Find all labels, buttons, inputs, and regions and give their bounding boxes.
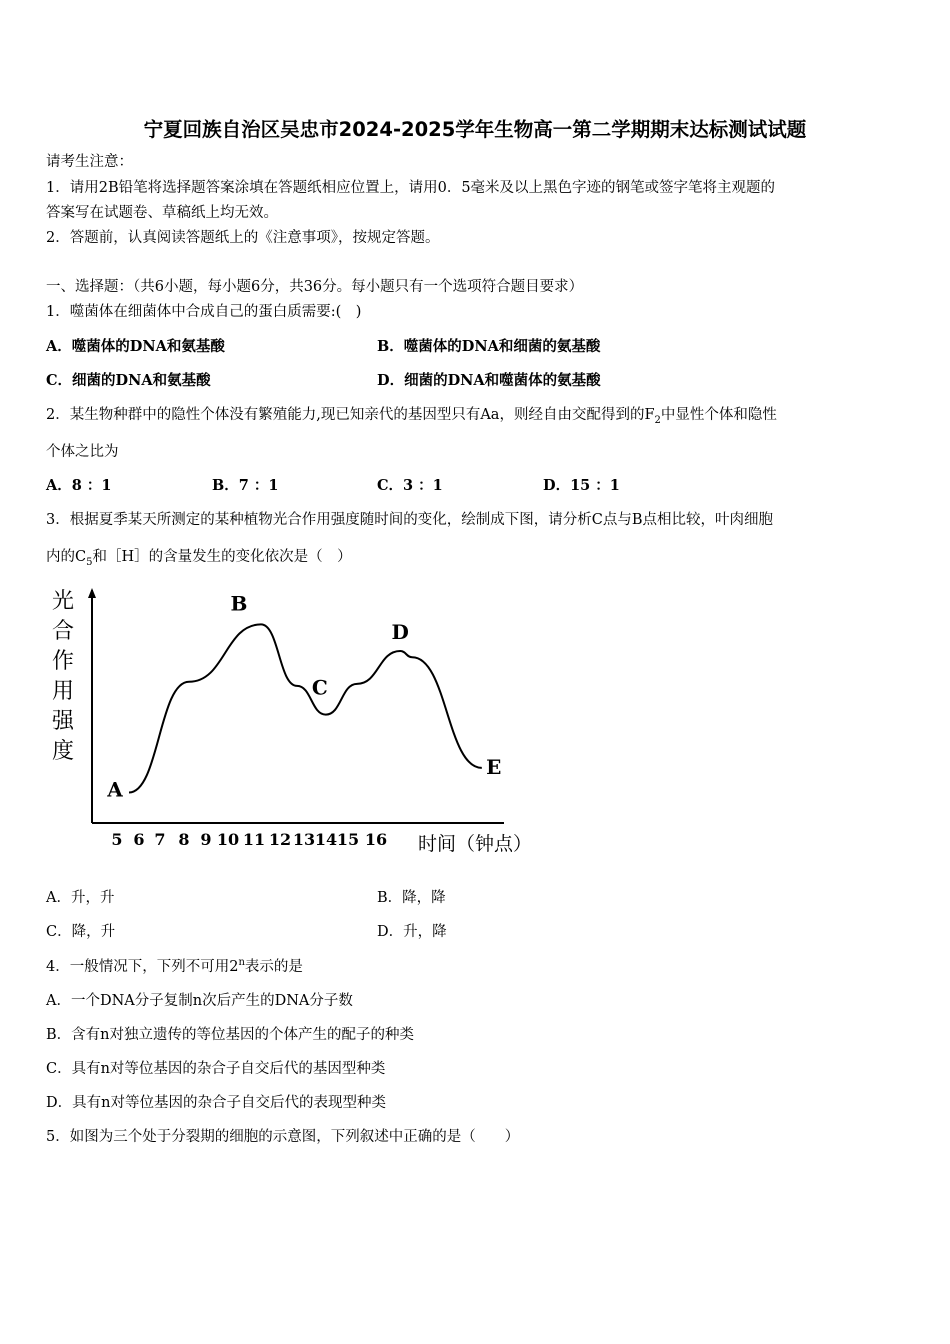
chart-x-tick-label: 12 [268,830,292,849]
chart-x-tick-label: 15 [336,830,360,849]
chart-x-tick-label: 14 [314,830,338,849]
q4-option-d: D．具有n对等位基因的杂合子自交后代的表现型种类 [46,1095,386,1111]
chart-point-label-d: D [391,620,409,645]
chart-ylabel-1: 光 [52,589,75,614]
q4-option-b: B．含有n对独立遗传的等位基因的个体产生的配子的种类 [46,1027,414,1043]
chart-x-tick-label: 8 [178,830,190,849]
chart-x-tick-label: 11 [242,830,266,849]
q2-option-b: B．7 ：1 [212,477,279,494]
q3-option-a: A．升，升 [46,890,115,906]
q4-stem [46,957,303,977]
chart-x-tick-label: 7 [154,830,166,849]
notice-heading: 请考生注意： [46,154,133,170]
page-title: 宁夏回族自治区吴忠市2024-2025学年生物高一第二学期期末达标测试试题 [143,118,807,141]
chart-point-label-c: C [311,675,328,700]
chart-y-axis-arrow [88,588,96,598]
chart-xlabel: 时间（钟点） [418,833,533,855]
q2-option-d: D．15 ：1 [543,477,620,494]
notice-line-1: 1．请用2B铅笔将选择题答案涂填在答题纸相应位置上，请用0．5毫米及以上黑色字迹的钢笔或签字笔将主观题的 [46,180,776,196]
q3-stem-line-2 [46,547,352,567]
q2-stem-line-2: 个体之比为 [46,444,119,460]
chart-x-tick-label: 16 [364,830,388,849]
chart-ylabel-6: 度 [52,739,75,764]
q4-stem-tail: 表示的是 [244,959,303,975]
chart-x-tick-label: 5 [111,830,123,849]
q3-stem-text: 内的C [46,549,87,565]
q3-option-c: C．降，升 [46,924,116,940]
q1-option-d: D．细菌的DNA和噬菌体的氨基酸 [377,372,601,389]
chart-x-ticks [111,830,387,849]
q3-subscript: 5 [86,556,93,568]
chart-x-tick-label: 10 [216,830,240,849]
q1-option-b: B．噬菌体的DNA和细菌的氨基酸 [377,338,601,355]
chart-ylabel-5: 强 [52,709,75,734]
q3-stem-line-1: 3．根据夏季某天所测定的某种植物光合作用强度随时间的变化，绘制成下图，请分析C点与B点相比较，叶肉细胞 [46,512,773,528]
chart-ylabel-4: 用 [52,679,75,704]
q2-stem-line-1 [46,405,777,425]
q1-option-a: A．噬菌体的DNA和氨基酸 [46,338,225,355]
q5-stem: 5．如图为三个处于分裂期的细胞的示意图，下列叙述中正确的是（ ） [46,1129,520,1145]
chart-series-line [129,624,482,792]
q3-option-d: D．升，降 [377,924,447,940]
chart-x-tick-label: 13 [292,830,316,849]
q2-stem-text: 2．某生物种群中的隐性个体没有繁殖能力,现已知亲代的基因型只有Aa，则经自由交配得到的F [46,407,655,423]
q3-stem-tail: 和［H］的含量发生的变化依次是（ ） [92,549,352,565]
notice-line-3: 2．答题前，认真阅读答题纸上的《注意事项》，按规定答题。 [46,230,440,246]
q4-superscript: n [238,957,245,969]
section-heading: 一、选择题：（共6小题，每小题6分，共36分。每小题只有一个选项符合题目要求） [46,279,584,295]
q4-stem-text: 4．一般情况下，下列不可用2 [46,959,239,975]
chart-x-tick-label: 9 [200,830,212,849]
q1-stem: 1．噬菌体在细菌体中合成自己的蛋白质需要:( ) [46,304,362,320]
notice-line-2: 答案写在试题卷、草稿纸上均无效。 [46,205,278,221]
q4-option-a: A．一个DNA分子复制n次后产生的DNA分子数 [46,993,353,1009]
q2-subscript: 2 [654,414,661,426]
chart-point-label-b: B [230,591,248,616]
chart-axes [88,588,504,823]
chart-ylabel-2: 合 [52,619,75,644]
chart-ylabel-3: 作 [52,649,75,674]
photosynthesis-chart [46,578,566,868]
chart-curve [129,624,482,792]
q3-option-b: B．降，降 [377,890,446,906]
chart-point-label-e: E [486,754,502,779]
q2-option-a: A．8 ：1 [46,477,112,494]
q2-stem-tail: 中显性个体和隐性 [660,407,777,423]
q1-option-c: C．细菌的DNA和氨基酸 [46,372,211,389]
chart-x-tick-label: 6 [133,830,145,849]
chart-point-label-a: A [107,777,123,802]
q2-option-c: C．3 ：1 [377,477,443,494]
q4-option-c: C．具有n对等位基因的杂合子自交后代的基因型种类 [46,1061,386,1077]
